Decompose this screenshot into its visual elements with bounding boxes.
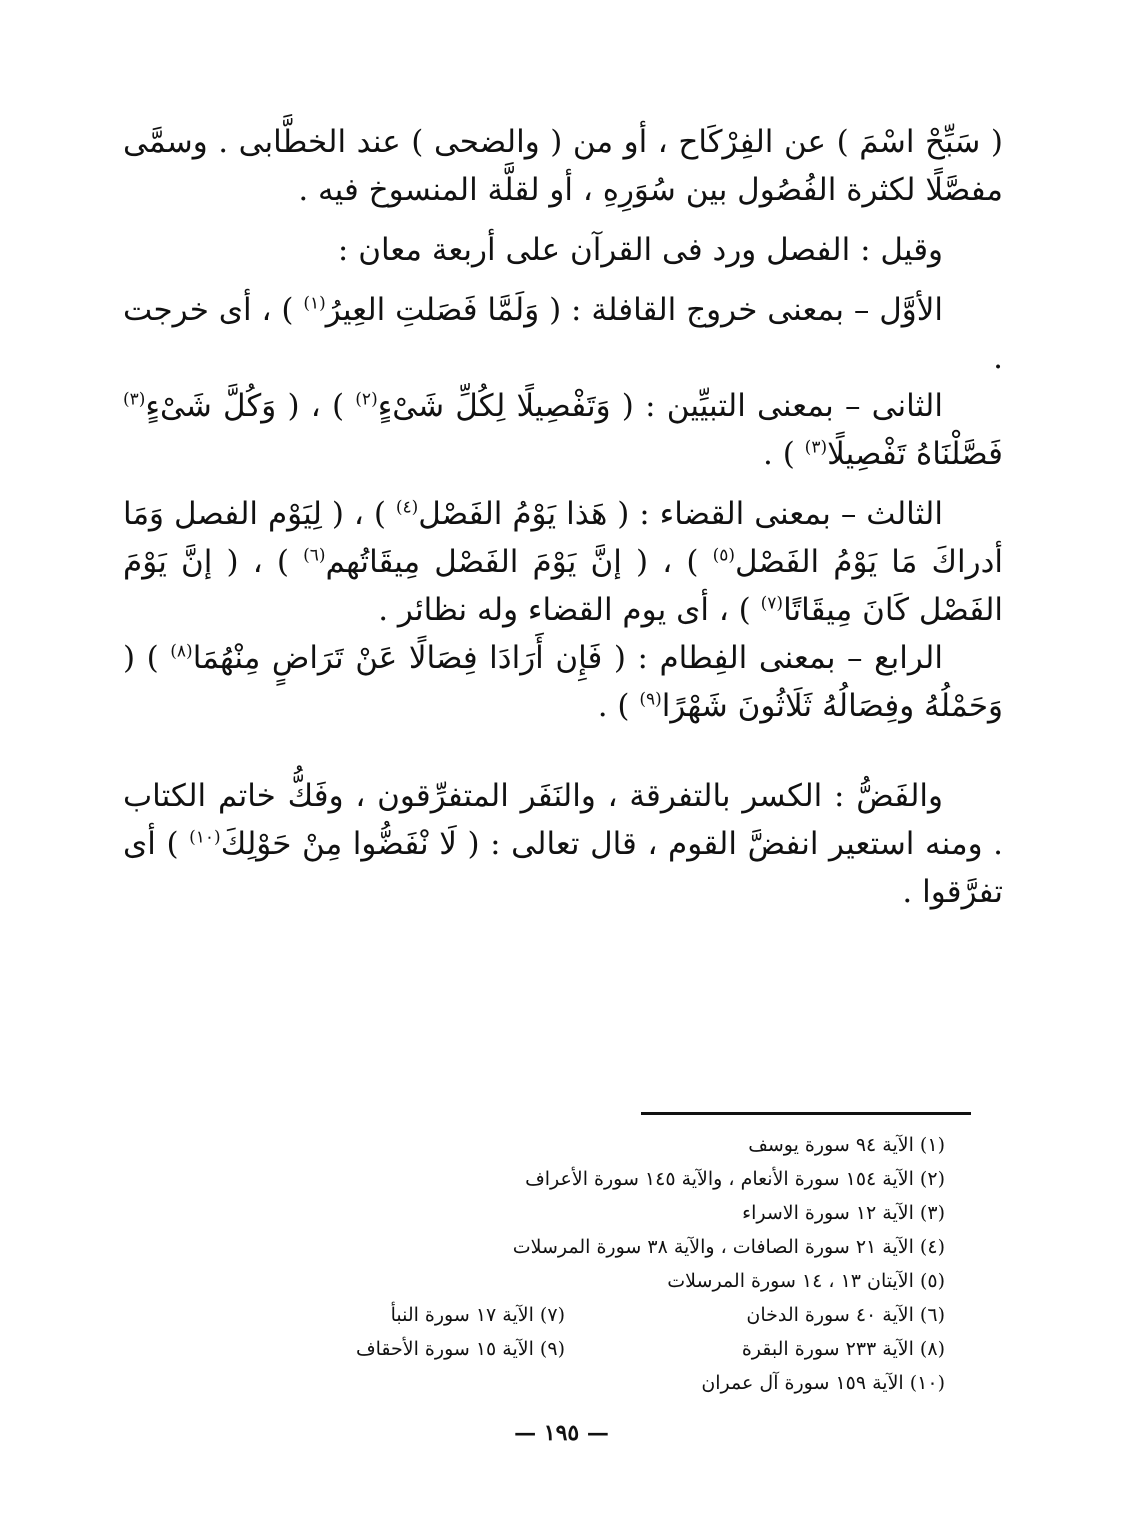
footnote-ref: (١٠) — [189, 827, 221, 848]
paragraph-text: ) ( وَحَمْلُهُ وفِصَالُهُ ثَلَاثُونَ شَهْرًا — [123, 640, 1003, 724]
footnote: (١٠) الآية ١٥٩ سورة آل عمران — [701, 1372, 945, 1394]
paragraph — [123, 226, 1003, 274]
footnote-ref: (٨) — [170, 641, 193, 662]
paragraph-text: ) ، ( لِيَوْم الفصل وَمَا أدراكَ مَا يَوْمُ الفَصْل — [123, 496, 1003, 580]
footnote-divider — [641, 1112, 971, 1115]
paragraph-text: والفَضُّ : الكسر بالتفرقة ، والنَفَر المتفرِّقون ، وفَكُّ خاتم الكتاب . ومنه استعير انفضَّ القوم ، قال تعالى : ( لَا نْفَضُّوا مِنْ حَوْلِكَ — [123, 778, 1003, 862]
footnote: (٨) الآية ٢٣٣ سورة البقرة — [741, 1338, 945, 1360]
paragraph-text: ) ، أى خرجت . — [123, 292, 1003, 376]
footnote-ref: (٥) — [712, 545, 736, 566]
page-number: — ١٩٥ — — [514, 1420, 609, 1446]
footnote: (٤) الآية ٢١ سورة الصافات ، والآية ٣٨ سورة المرسلات — [512, 1236, 945, 1258]
paragraph — [123, 772, 1003, 916]
paragraph-text: ) أى تفرَّقوا . — [123, 826, 1003, 910]
footnote-ref: (٧) — [760, 593, 784, 614]
footnote-row — [225, 1366, 945, 1400]
paragraph-text: الثانى – بمعنى التبيِّين : ( وَتَفْصِيلًا لِكُلِّ شَىْءٍ — [377, 388, 943, 424]
footnote-ref: (٤) — [395, 497, 419, 518]
paragraph-text: فَصَّلْنَاهُ تَفْصِيلًا — [827, 436, 1003, 472]
footnote-ref: (٣) — [123, 389, 146, 410]
footnote-ref: (٩) — [639, 689, 662, 710]
footnote-row — [225, 1230, 945, 1264]
footnote: (٩) الآية ١٥ سورة الأحقاف — [355, 1338, 565, 1360]
paragraph-text: ) ، أى يوم القضاء وله نظائر . — [378, 592, 761, 628]
footnote-row — [225, 1264, 945, 1298]
footnote-ref: (٦) — [303, 545, 326, 566]
main-text — [123, 118, 1003, 916]
paragraph-text: الأوَّل – بمعنى خروج القافلة : ( وَلَمَّا فَصَلتِ العِيرُ — [325, 292, 943, 328]
paragraph-text: الثالث – بمعنى القضاء : ( هَذا يَوْمُ الفَصْل — [418, 496, 943, 532]
paragraph — [123, 118, 1003, 214]
footnote-row — [225, 1332, 945, 1366]
paragraph — [123, 634, 1003, 730]
footnote-row — [225, 1128, 945, 1162]
paragraph-text: ( سَبِّحْ اسْمَ ) عن الفِرْكَاح ، أو من ( والضحى ) عند الخطَّابى . وسمَّى مفصَّلًا لكثرة الفُصُول بين سُوَرِهِ ، أو لقلَّة المنسوخ فيه . — [123, 124, 1003, 208]
paragraph-text: ) ، ( وَكُلَّ شَىْءٍ — [145, 388, 356, 424]
footnote: (١) الآية ٩٤ سورة يوسف — [748, 1134, 945, 1156]
paragraph-text: ) ، ( إنَّ يَوْمَ الفَصْل مِيقَاتُهم — [325, 544, 713, 580]
footnote: (٦) الآية ٤٠ سورة الدخان — [746, 1304, 945, 1326]
footnote: (٧) الآية ١٧ سورة النبأ — [390, 1304, 565, 1326]
footnote-row — [225, 1298, 945, 1332]
paragraph-text: الرابع – بمعنى الفِطام : ( فَإِن أَرَادَا فِصَالًا عَنْ تَرَاضٍ مِنْهُمَا — [192, 640, 943, 676]
paragraph-text: ) . — [597, 688, 640, 724]
footnote-ref: (٣) — [804, 437, 828, 458]
footnote-ref: (١) — [303, 293, 326, 314]
footnote-row — [225, 1196, 945, 1230]
footnotes — [225, 1128, 945, 1400]
paragraph-text: ) ، ( إنَّ يَوْمَ الفَصْل كَانَ مِيقَاتًا — [123, 544, 1003, 628]
footnote: (٣) الآية ١٢ سورة الاسراء — [742, 1202, 945, 1224]
paragraph-text: ) . — [763, 436, 805, 472]
paragraph — [123, 286, 1003, 382]
footnote-row — [225, 1162, 945, 1196]
footnote-ref: (٢) — [355, 389, 378, 410]
footnote: (٢) الآية ١٥٤ سورة الأنعام ، والآية ١٤٥ سورة الأعراف — [525, 1168, 945, 1190]
footnote: (٥) الآيتان ١٣ ، ١٤ سورة المرسلات — [667, 1270, 945, 1292]
paragraph-text: وقيل : الفصل ورد فى القرآن على أربعة معان : — [337, 232, 943, 268]
paragraph — [123, 490, 1003, 634]
paragraph — [123, 382, 1003, 478]
